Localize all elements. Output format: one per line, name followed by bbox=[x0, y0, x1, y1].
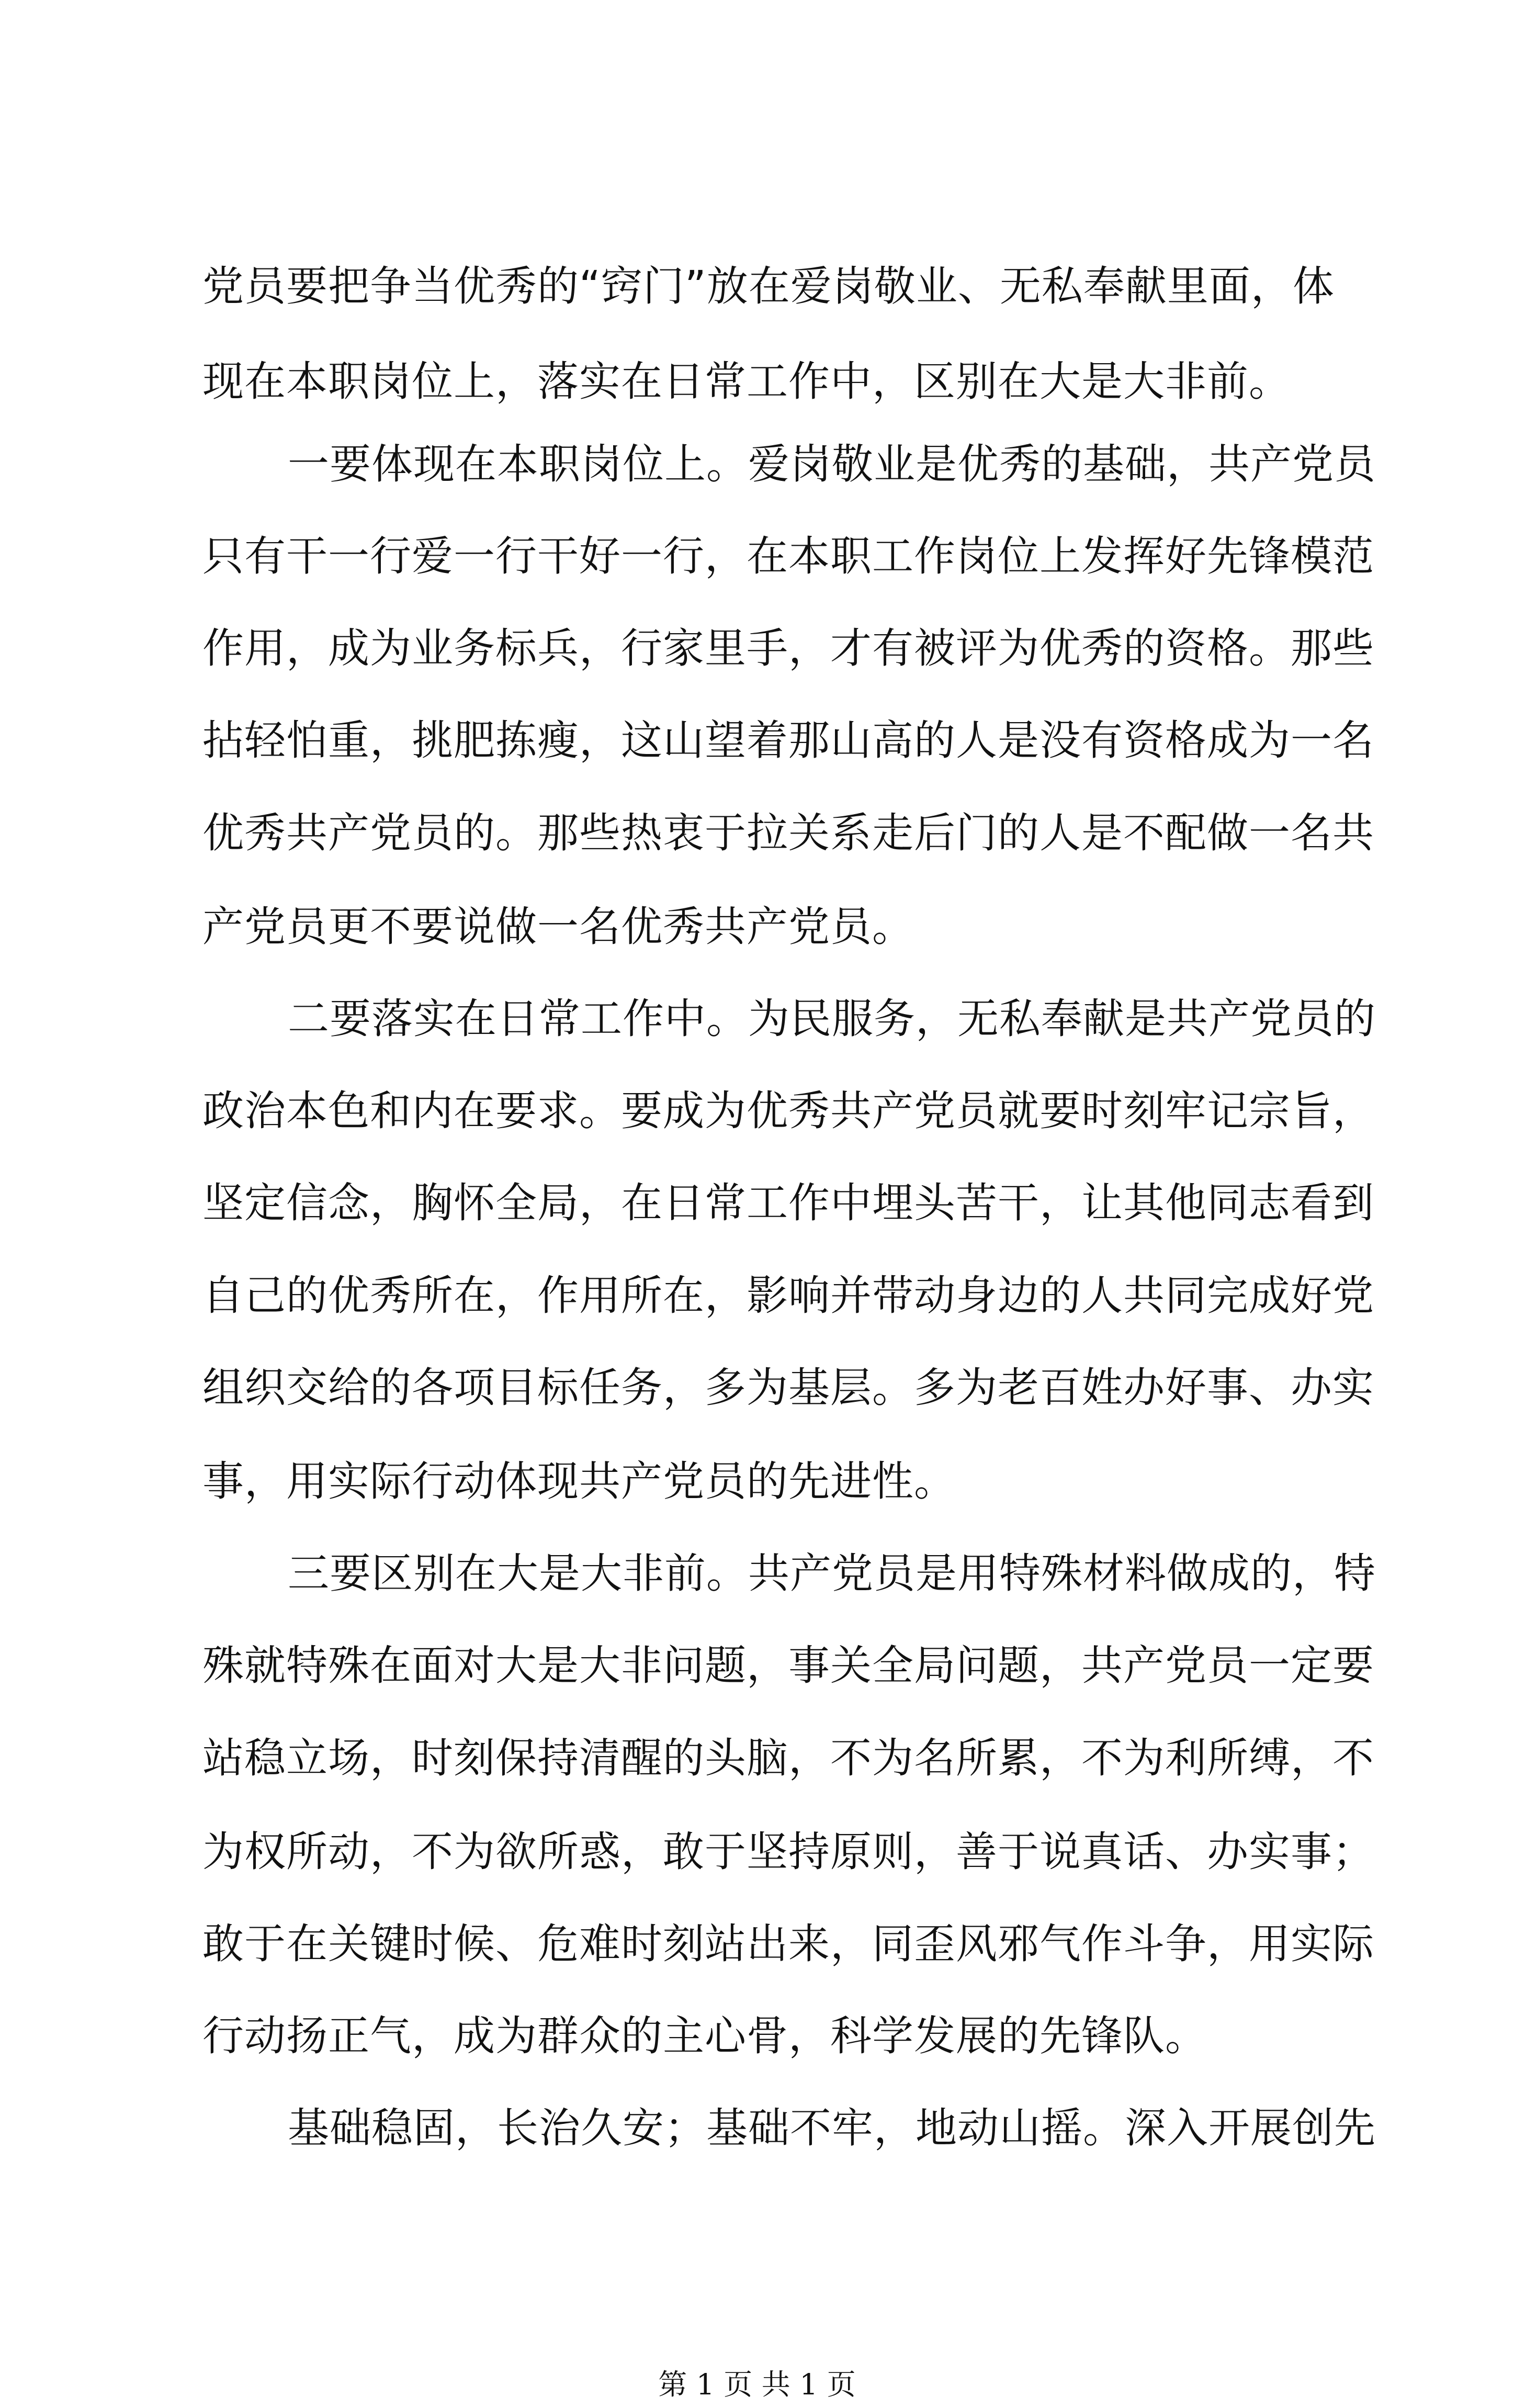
text-line: 组织交给的各项目标任务，多为基层。多为老百姓办好事、办实 bbox=[202, 1364, 1374, 1412]
text-line: 现在本职岗位上，落实在日常工作中，区别在大是大非前。 bbox=[202, 357, 1291, 406]
text-line: 行动扬正气，成为群众的主心骨，科学发展的先锋队。 bbox=[202, 2012, 1207, 2060]
text-line: 作用，成为业务标兵，行家里手，才有被评为优秀的资格。那些 bbox=[202, 624, 1374, 672]
text-line: 事，用实际行动体现共产党员的先进性。 bbox=[202, 1457, 956, 1505]
paragraph-start-line: 一要体现在本职岗位上。爱岗敬业是优秀的基础，共产党员 bbox=[288, 440, 1376, 488]
text-line: 自己的优秀所在，作用所在，影响并带动身边的人共同完成好党 bbox=[202, 1271, 1374, 1320]
text-line: 坚定信念，胸怀全局，在日常工作中埋头苦干，让其他同志看到 bbox=[202, 1179, 1374, 1227]
paragraph-start-line: 基础稳固，长治久安；基础不牢，地动山摇。深入开展创先 bbox=[288, 2104, 1376, 2152]
text-line: 为权所动，不为欲所惑，敢于坚持原则，善于说真话、办实事； bbox=[202, 1828, 1374, 1876]
text-line: 殊就特殊在面对大是大非问题，事关全局问题，共产党员一定要 bbox=[202, 1641, 1374, 1690]
text-line: 产党员更不要说做一名优秀共产党员。 bbox=[202, 903, 914, 951]
page-number-footer: 第 1 页 共 1 页 bbox=[658, 2368, 856, 2401]
text-line: 敢于在关键时候、危难时刻站出来，同歪风邪气作斗争，用实际 bbox=[202, 1920, 1374, 1968]
text-line: 站稳立场，时刻保持清醒的头脑，不为名所累，不为利所缚，不 bbox=[202, 1734, 1374, 1782]
paragraph-start-line: 三要区别在大是大非前。共产党员是用特殊材料做成的，特 bbox=[288, 1549, 1376, 1597]
paragraph-start-line: 二要落实在日常工作中。为民服务，无私奉献是共产党员的 bbox=[288, 995, 1376, 1043]
text-line: 政治本色和内在要求。要成为优秀共产党员就要时刻牢记宗旨， bbox=[202, 1087, 1374, 1135]
text-line: 只有干一行爱一行干好一行，在本职工作岗位上发挥好先锋模范 bbox=[202, 532, 1374, 580]
text-line: 优秀共产党员的。那些热衷于拉关系走后门的人是不配做一名共 bbox=[202, 809, 1374, 857]
text-line: 拈轻怕重，挑肥拣瘦，这山望着那山高的人是没有资格成为一名 bbox=[202, 716, 1374, 764]
text-line: 党员要把争当优秀的“窍门”放在爱岗敬业、无私奉献里面，体 bbox=[202, 262, 1335, 310]
